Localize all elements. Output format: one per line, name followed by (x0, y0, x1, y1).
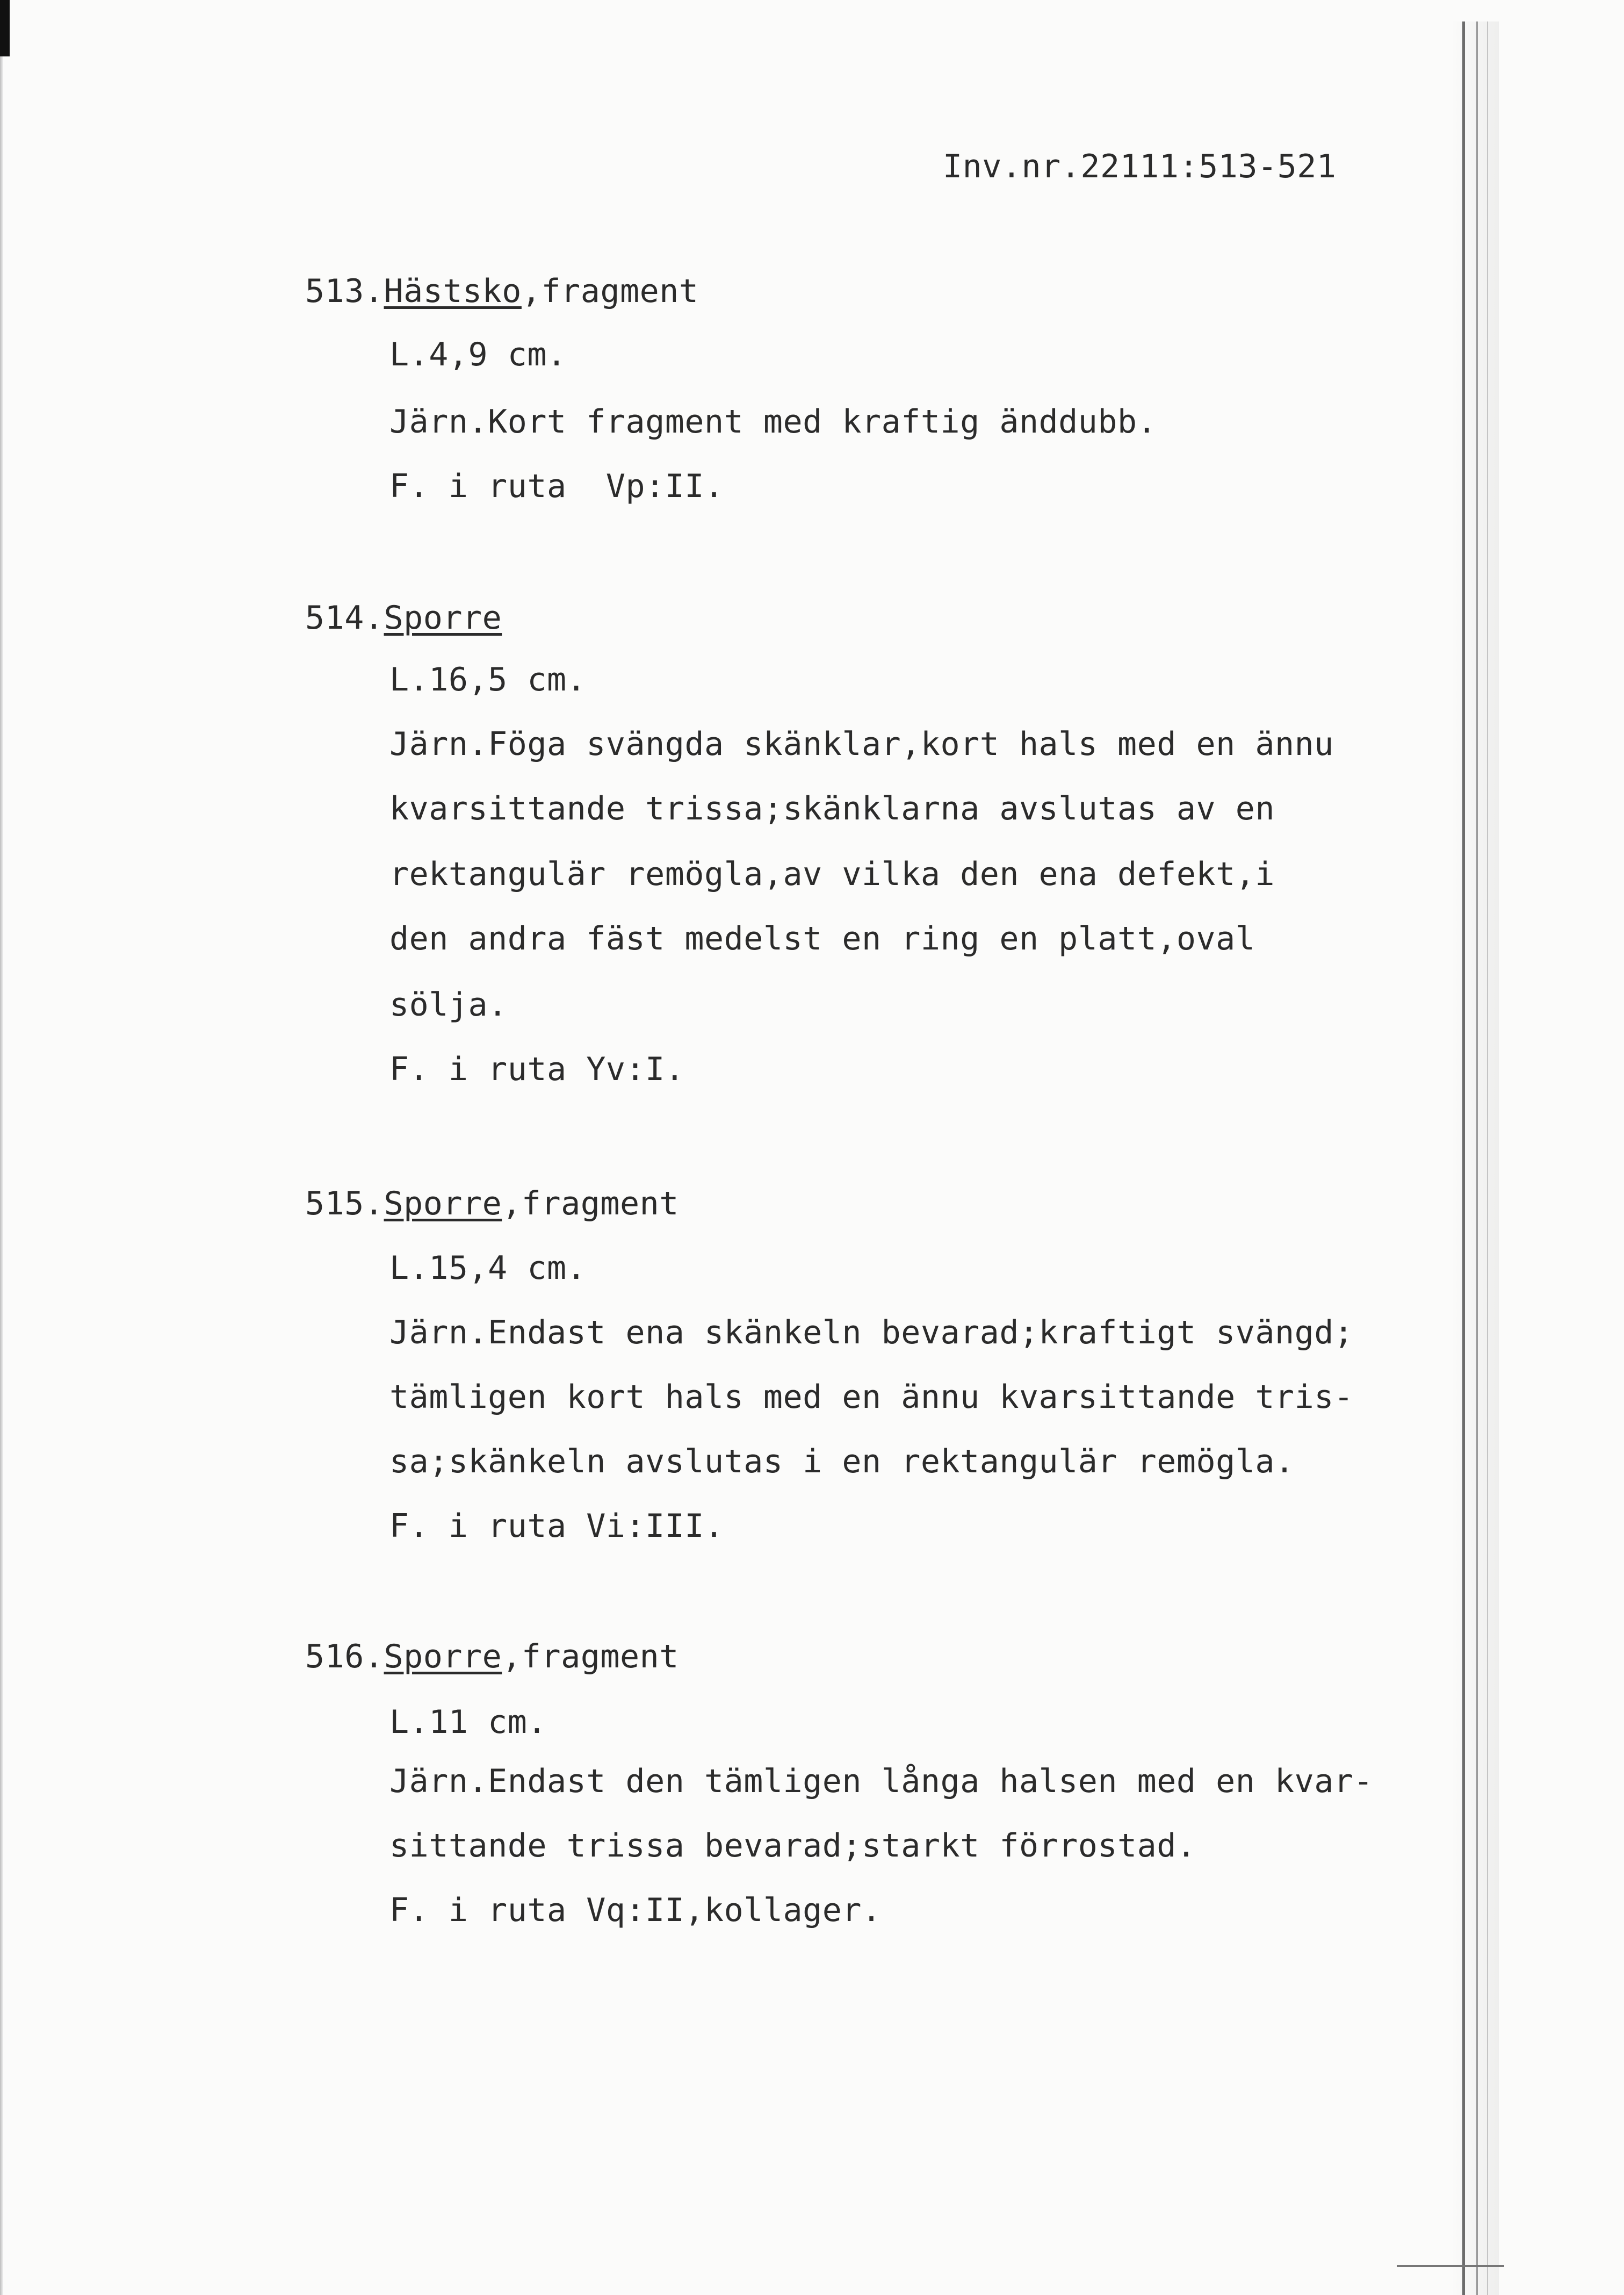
entry-line: rektangulär remögla,av vilka den ena defekt,i (389, 855, 1275, 893)
entry-heading-513 (305, 272, 698, 310)
entry-name: Sporre (384, 599, 502, 637)
entry-line: L.16,5 cm. (389, 661, 587, 699)
entry-number: 516. (305, 1638, 384, 1675)
entry-line: Järn.Kort fragment med kraftig änddubb. (389, 403, 1157, 441)
entry-name: Sporre (384, 1185, 502, 1222)
entry-line: F. i ruta Yv:I. (389, 1051, 685, 1088)
entry-line: L.11 cm. (389, 1703, 547, 1741)
entry-line: Järn.Föga svängda skänklar,kort hals med en ännu (389, 725, 1334, 763)
entry-line: den andra fäst medelst en ring en platt,oval (389, 920, 1255, 958)
inventory-number: Inv.nr.22111:513-521 (943, 148, 1337, 185)
entry-line: sa;skänkeln avslutas i en rektangulär remögla. (389, 1443, 1295, 1480)
entry-line: kvarsittande trissa;skänklarna avslutas av en (389, 790, 1275, 828)
entry-heading-516 (305, 1638, 679, 1675)
entry-line: L.15,4 cm. (389, 1249, 587, 1287)
entry-suffix: ,fragment (502, 1185, 679, 1222)
entry-line: Järn.Endast den tämligen långa halsen med en kvar- (389, 1762, 1374, 1800)
entry-line: Järn.Endast ena skänkeln bevarad;kraftigt svängd; (389, 1314, 1354, 1351)
entry-name: Hästsko (384, 272, 522, 310)
entry-line: sittande trissa bevarad;starkt förrostad. (389, 1827, 1196, 1865)
entry-suffix: ,fragment (521, 272, 699, 310)
entry-heading-514 (305, 599, 502, 637)
entry-number: 514. (305, 599, 384, 637)
entry-number: 513. (305, 272, 384, 310)
entry-line: F. i ruta Vp:II. (389, 467, 724, 505)
scan-bottom-edge (1397, 2265, 1504, 2267)
entry-suffix: ,fragment (502, 1638, 679, 1675)
scan-left-edge (0, 56, 3, 2295)
entry-line: F. i ruta Vi:III. (389, 1507, 724, 1545)
entry-line: F. i ruta Vq:II,kollager. (389, 1891, 882, 1929)
entry-line: tämligen kort hals med en ännu kvarsittande tris- (389, 1378, 1354, 1416)
entry-name: Sporre (384, 1638, 502, 1675)
page-binding-edge (1450, 21, 1624, 2295)
entry-heading-515 (305, 1185, 679, 1222)
entry-line: sölja. (389, 986, 508, 1024)
entry-line: L.4,9 cm. (389, 336, 567, 373)
scan-tab-mark (0, 0, 10, 56)
entry-number: 515. (305, 1185, 384, 1222)
